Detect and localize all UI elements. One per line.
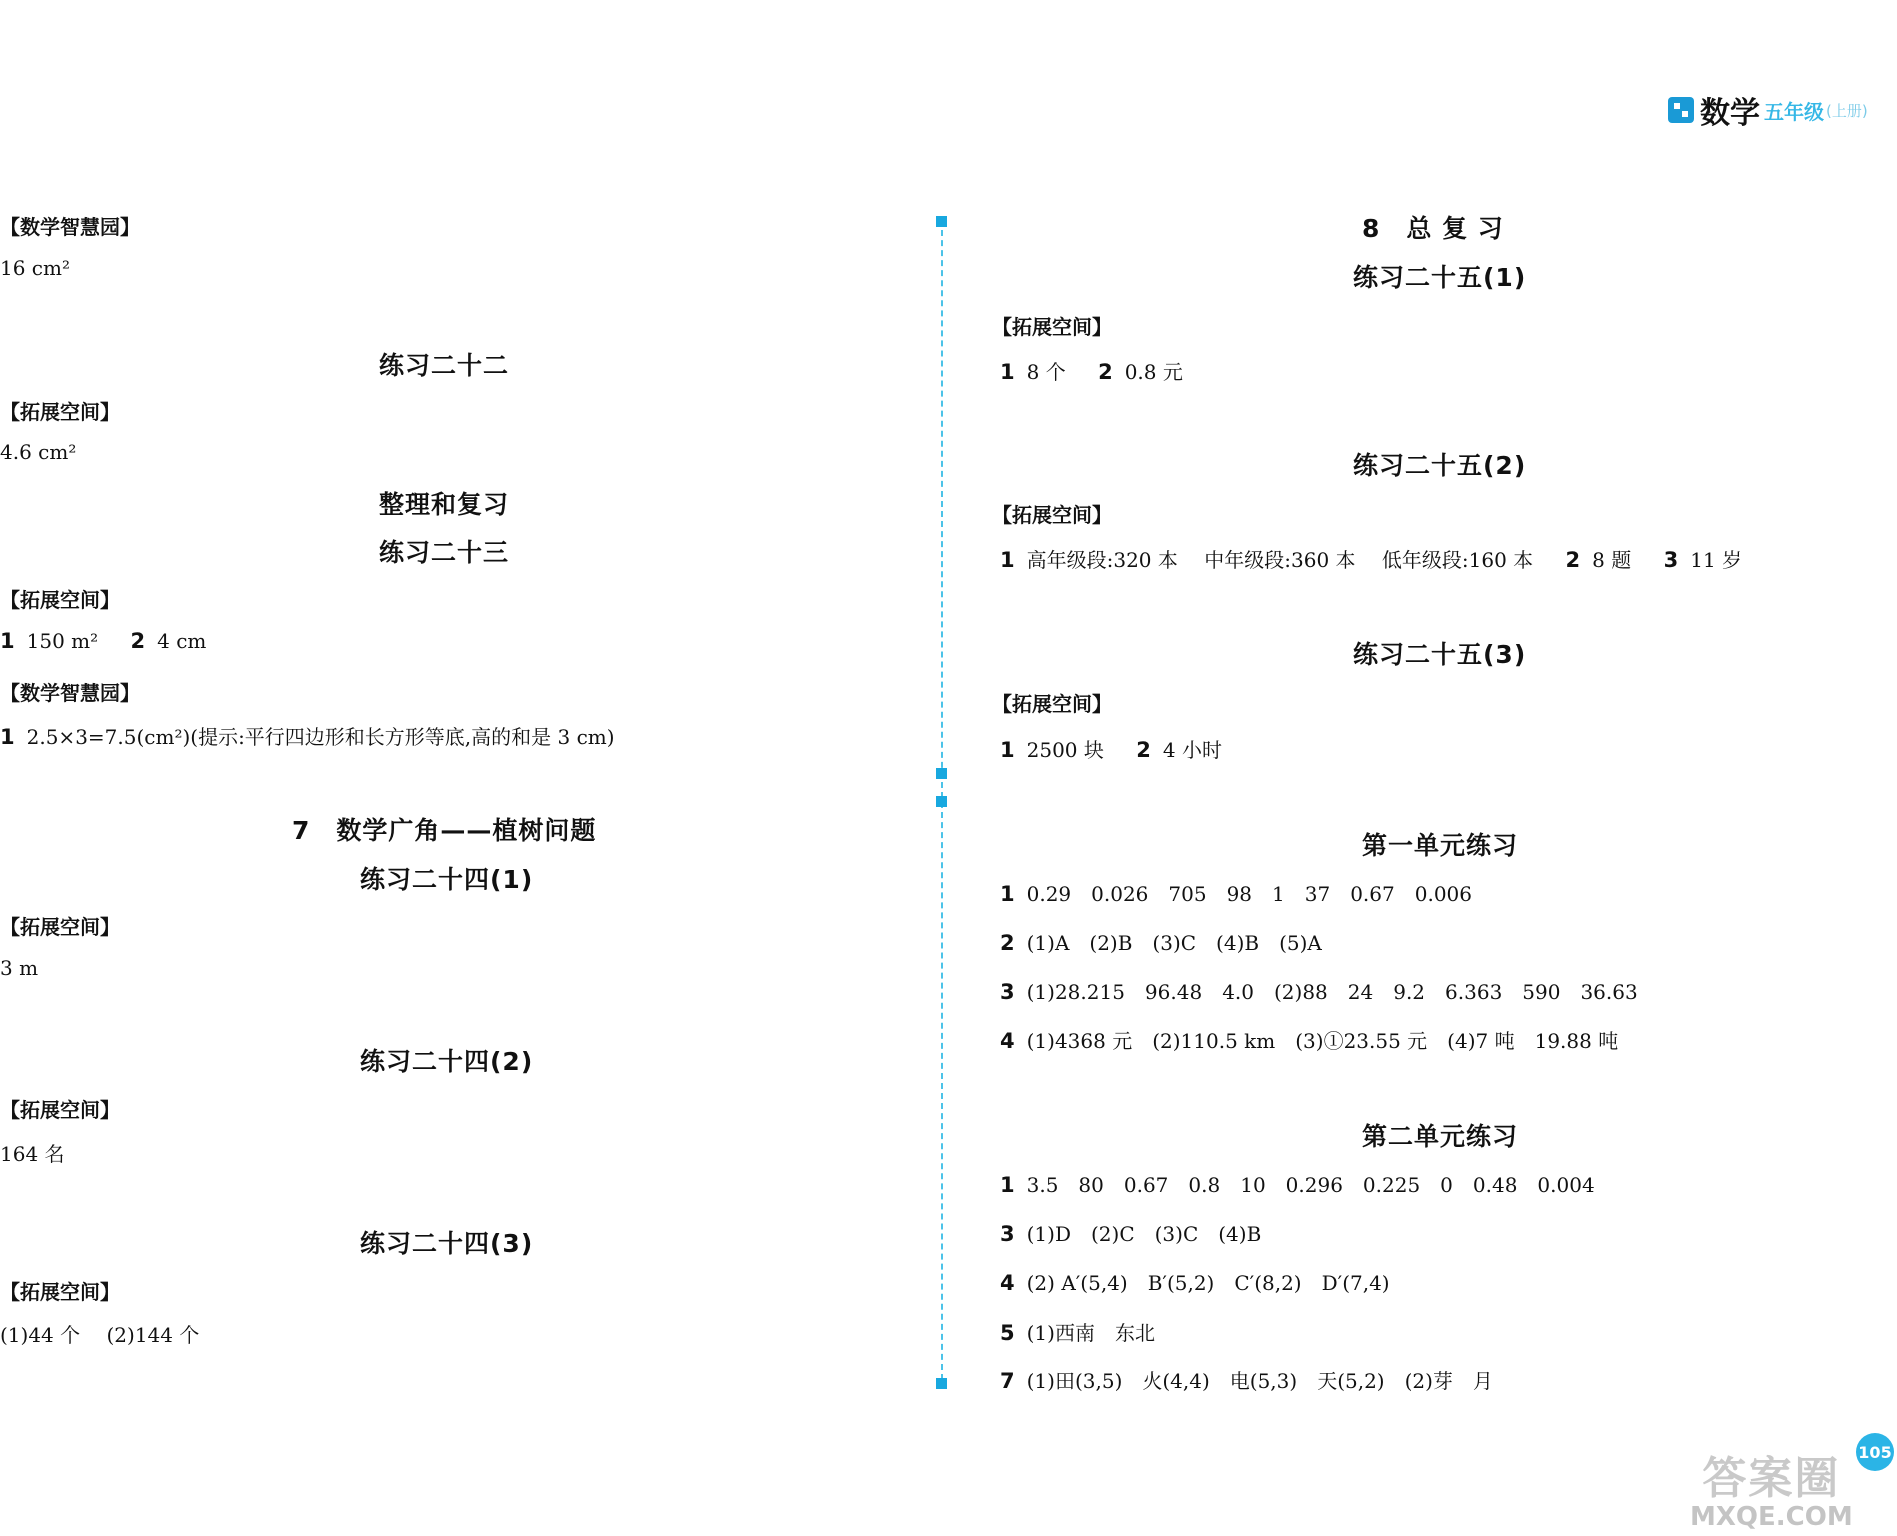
divider-marker xyxy=(936,768,947,779)
exercise-title: 练习二十五(1) xyxy=(1353,263,1527,292)
answer-line xyxy=(0,721,615,750)
question-number: 1 xyxy=(1000,360,1015,384)
book-volume: (上册) xyxy=(1826,101,1868,120)
chapter-title: 8 总 复 习 xyxy=(1362,214,1504,243)
book-grade: 五年级 xyxy=(1764,99,1824,124)
section-tag: 【拓展空间】 xyxy=(0,1098,120,1122)
answer-line: 4.6 cm² xyxy=(0,440,77,464)
watermark-url: MXQE.COM xyxy=(1690,1502,1853,1532)
divider-marker xyxy=(936,796,947,807)
question-number: 1 xyxy=(1000,548,1015,572)
question-number: 1 xyxy=(0,629,15,653)
answer-line xyxy=(1000,1317,1155,1346)
answer-text: (1)A (2)B (3)C (4)B (5)A xyxy=(1026,931,1322,955)
answer-text: 0.29 0.026 705 98 1 37 0.67 0.006 xyxy=(1026,882,1472,906)
section-tag: 【数学智慧园】 xyxy=(0,681,140,705)
question-number: 1 xyxy=(1000,882,1015,906)
answer-line xyxy=(1000,976,1638,1005)
answer-text: 2500 块 xyxy=(1026,738,1104,762)
answer-line xyxy=(1000,1218,1261,1247)
answer-text: 高年级段:320 本 中年级段:360 本 低年级段:160 本 xyxy=(1026,548,1534,572)
question-number: 7 xyxy=(1000,1369,1015,1393)
exercise-title: 练习二十四(3) xyxy=(360,1229,534,1258)
answer-text: (1)4368 元 (2)110.5 km (3)①23.55 元 (4)7 吨 19.88 吨 xyxy=(1026,1029,1619,1053)
chapter-title: 7 数学广角——植树问题 xyxy=(292,816,597,845)
answer-text: 0.8 元 xyxy=(1124,360,1183,384)
question-number: 2 xyxy=(1565,548,1581,572)
book-logo-icon xyxy=(1668,97,1694,123)
unit-title: 第二单元练习 xyxy=(1362,1122,1519,1151)
answer-text: 8 个 xyxy=(1026,360,1066,384)
question-number: 1 xyxy=(1000,738,1015,762)
divider-marker xyxy=(936,216,947,227)
question-number: 2 xyxy=(130,629,146,653)
answer-line xyxy=(1000,1267,1390,1296)
question-number: 2 xyxy=(1098,360,1113,384)
book-title: 数学 xyxy=(1700,96,1760,131)
section-tag: 【拓展空间】 xyxy=(0,588,120,612)
exercise-title: 练习二十二 xyxy=(379,351,510,380)
watermark xyxy=(1690,1442,1853,1532)
section-tag: 【拓展空间】 xyxy=(0,1280,120,1304)
answer-line xyxy=(1000,1169,1595,1198)
answer-text: 4 小时 xyxy=(1162,738,1222,762)
answer-text: 8 题 xyxy=(1592,548,1632,572)
answer-line xyxy=(1000,878,1472,907)
answer-line xyxy=(1000,356,1183,385)
answer-text: 2.5×3=7.5(cm²)(提示:平行四边形和长方形等底,高的和是 3 cm) xyxy=(26,725,615,749)
section-tag: 【拓展空间】 xyxy=(0,400,120,424)
answer-line xyxy=(1000,927,1322,956)
answer-line: 3 m xyxy=(0,956,39,980)
answer-text: (1)田(3,5) 火(4,4) 电(5,3) 天(5,2) (2)芽 月 xyxy=(1026,1369,1493,1393)
page-number-badge xyxy=(1856,1433,1894,1471)
answer-line xyxy=(1000,1365,1493,1394)
answer-text: 4 cm xyxy=(157,629,207,653)
exercise-title: 练习二十五(2) xyxy=(1353,451,1527,480)
answer-line: 164 名 xyxy=(0,1142,65,1166)
answer-text: (1)28.215 96.48 4.0 (2)88 24 9.2 6.363 590 36.63 xyxy=(1026,980,1638,1004)
exercise-title: 练习二十四(1) xyxy=(360,865,534,894)
answer-line: (1)44 个 (2)144 个 xyxy=(0,1323,200,1347)
question-number: 4 xyxy=(1000,1271,1015,1295)
page-number: 105 xyxy=(1858,1442,1892,1462)
book-header xyxy=(1668,92,1868,131)
watermark-logo: 答案圈 xyxy=(1702,1453,1841,1504)
section-tag: 【数学智慧园】 xyxy=(0,215,140,239)
divider-marker xyxy=(936,1378,947,1389)
answer-line: 16 cm² xyxy=(0,256,70,280)
answer-text: 3.5 80 0.67 0.8 10 0.296 0.225 0 0.48 0.004 xyxy=(1026,1173,1595,1197)
question-number: 5 xyxy=(1000,1321,1015,1345)
section-tag: 【拓展空间】 xyxy=(992,315,1112,339)
question-number: 3 xyxy=(1663,548,1679,572)
question-number: 2 xyxy=(1000,931,1015,955)
answer-line xyxy=(1000,544,1742,573)
question-number: 4 xyxy=(1000,1029,1015,1053)
question-number: 3 xyxy=(1000,980,1015,1004)
question-number: 1 xyxy=(0,725,15,749)
unit-title: 第一单元练习 xyxy=(1362,831,1519,860)
answer-line xyxy=(1000,1025,1618,1054)
exercise-title: 练习二十四(2) xyxy=(360,1047,534,1076)
section-tag: 【拓展空间】 xyxy=(992,692,1112,716)
exercise-title: 练习二十三 xyxy=(379,538,510,567)
question-number: 1 xyxy=(1000,1173,1015,1197)
answer-text: (2) A′(5,4) B′(5,2) C′(8,2) D′(7,4) xyxy=(1026,1271,1390,1295)
answer-text: (1)西南 东北 xyxy=(1026,1321,1155,1345)
answer-line xyxy=(1000,734,1222,763)
question-number: 2 xyxy=(1136,738,1151,762)
question-number: 3 xyxy=(1000,1222,1015,1246)
answer-line xyxy=(0,629,206,653)
answer-text: 150 m² xyxy=(26,629,99,653)
answer-text: 11 岁 xyxy=(1690,548,1743,572)
section-title: 整理和复习 xyxy=(379,490,510,519)
section-tag: 【拓展空间】 xyxy=(0,915,120,939)
answer-text: (1)D (2)C (3)C (4)B xyxy=(1026,1222,1262,1246)
exercise-title: 练习二十五(3) xyxy=(1353,640,1527,669)
section-tag: 【拓展空间】 xyxy=(992,503,1112,527)
